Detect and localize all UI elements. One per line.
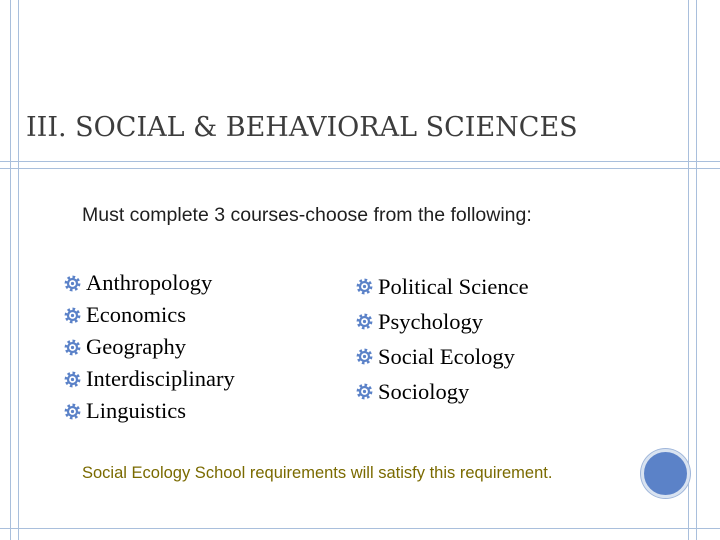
list-item	[64, 267, 235, 299]
course-name: Anthropology	[86, 270, 213, 295]
frame-line-right-inner	[688, 0, 689, 540]
gear-icon	[356, 313, 373, 330]
course-list-right	[356, 269, 529, 409]
requirement-note: Social Ecology School requirements will satisfy this requirement.	[82, 464, 553, 482]
slide-subtitle: Must complete 3 courses-choose from the following:	[82, 204, 532, 226]
gear-icon	[64, 371, 81, 388]
course-name: Geography	[86, 334, 186, 359]
frame-line-left-outer	[10, 0, 11, 540]
list-item	[356, 374, 529, 409]
list-item	[64, 395, 235, 427]
slide-title: III. SOCIAL & BEHAVIORAL SCIENCES	[26, 112, 578, 143]
gear-icon	[64, 275, 81, 292]
gear-icon	[356, 383, 373, 400]
frame-line-right-outer	[696, 0, 697, 540]
frame-line-left-inner	[18, 0, 19, 540]
gear-icon	[64, 339, 81, 356]
list-item	[356, 304, 529, 339]
gear-icon	[356, 278, 373, 295]
course-list-left	[64, 267, 235, 427]
list-item	[356, 269, 529, 304]
course-name: Sociology	[378, 379, 470, 404]
decorative-circle	[641, 449, 690, 498]
gear-icon	[64, 403, 81, 420]
course-name: Linguistics	[86, 398, 186, 423]
course-name: Social Ecology	[378, 344, 515, 369]
list-item	[64, 299, 235, 331]
course-name: Economics	[86, 302, 186, 327]
list-item	[64, 363, 235, 395]
list-item	[64, 331, 235, 363]
course-name: Psychology	[378, 309, 484, 334]
gear-icon	[64, 307, 81, 324]
course-name: Interdisciplinary	[86, 366, 235, 391]
frame-line-title-bottom	[0, 168, 720, 169]
course-name: Political Science	[378, 274, 529, 299]
list-item	[356, 339, 529, 374]
gear-icon	[356, 348, 373, 365]
frame-line-title-top	[0, 161, 720, 162]
frame-line-bottom	[0, 528, 720, 529]
